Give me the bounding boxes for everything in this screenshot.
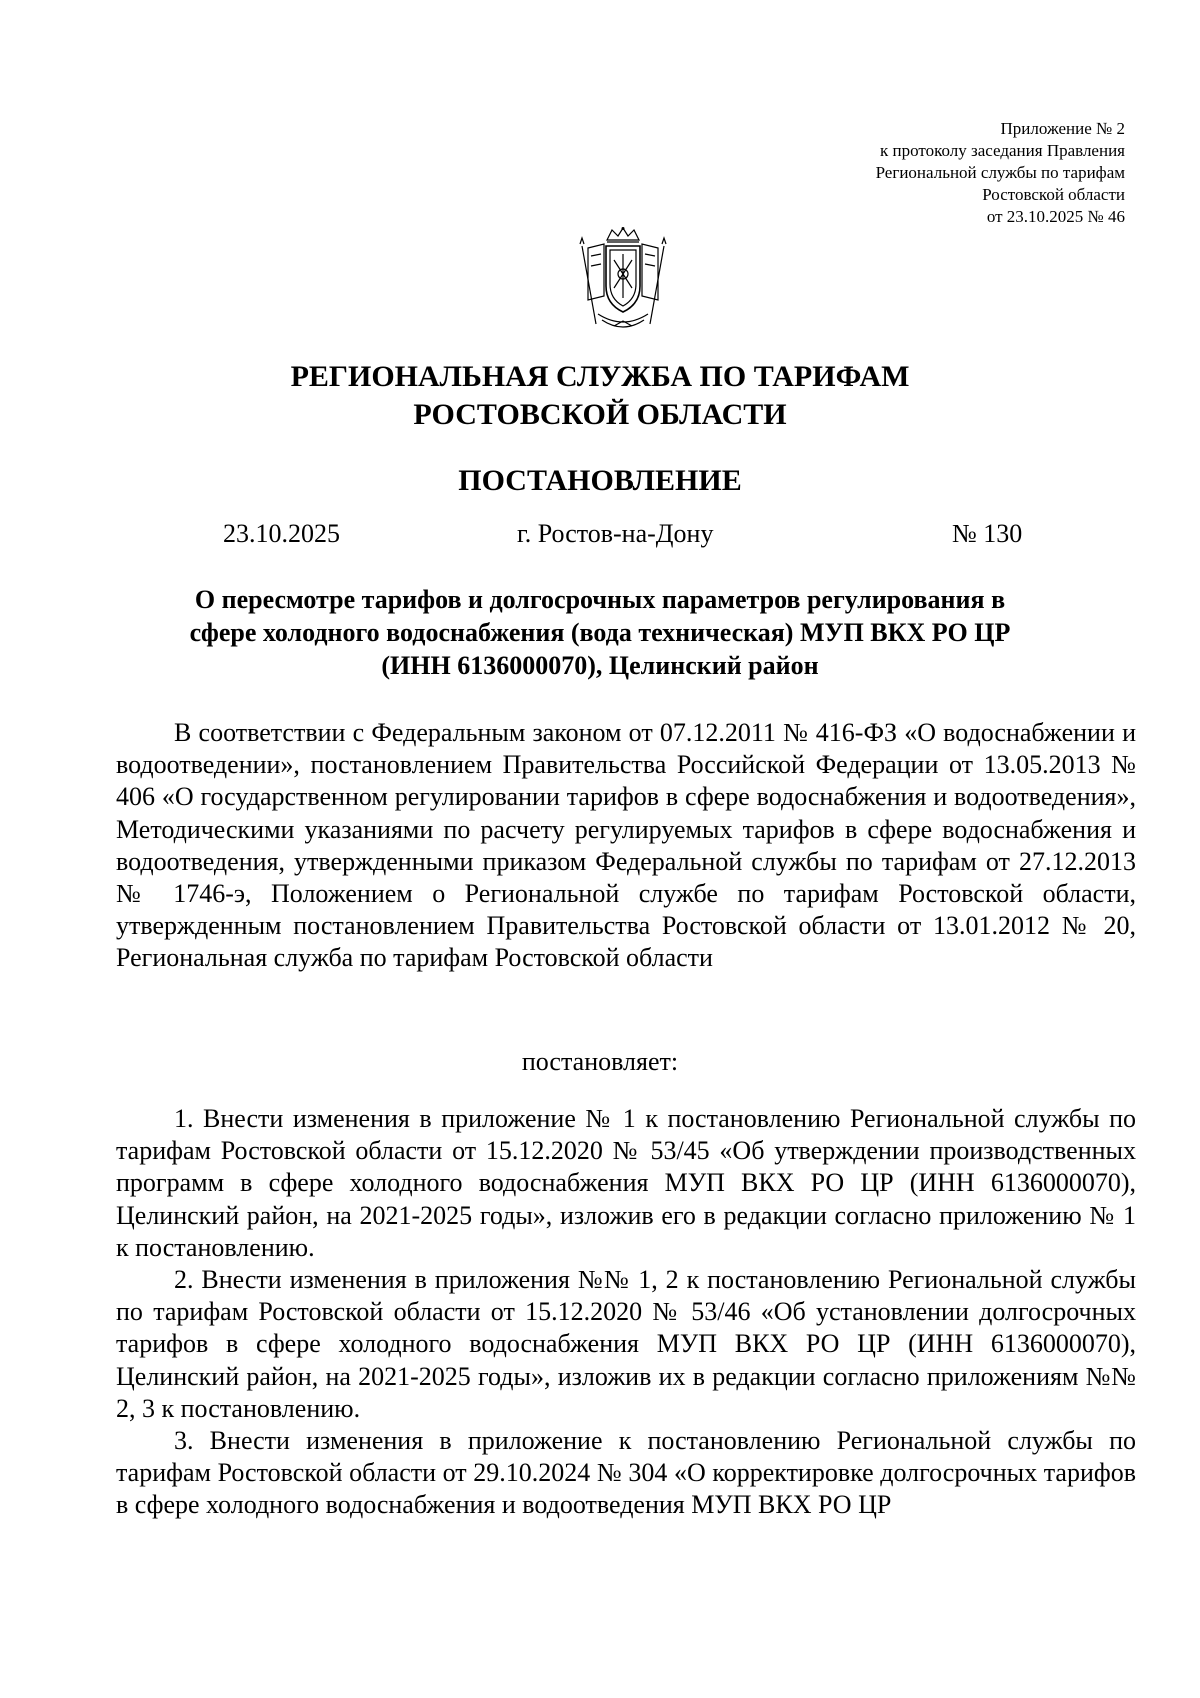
agency-title-line: РЕГИОНАЛЬНАЯ СЛУЖБА ПО ТАРИФАМ — [290, 360, 910, 393]
coat-of-arms-icon — [574, 226, 672, 336]
attachment-note — [876, 118, 1125, 228]
resolution-item: 1. Внести изменения в приложение № 1 к постановлению Региональной службы по тарифам Ростовской области от 15.12.2020 № 53/45 «Об утверждении производственных программ в сфере холодного водоснабжения МУП ВКХ РО ЦР (ИНН 6136000070), Целинский район, на 2021-2025 годы», изложив его в редакции согласно приложению № 1 к постановлению. — [116, 1104, 1136, 1262]
agency-title-line: РОСТОВСКОЙ ОБЛАСТИ — [413, 398, 787, 431]
resolution-items — [116, 1103, 1136, 1522]
attachment-line: Ростовской области — [982, 185, 1125, 204]
document-type: ПОСТАНОВЛЕНИЕ — [458, 464, 742, 497]
agency-title — [0, 358, 1200, 434]
resolves-heading: постановляет: — [521, 1047, 679, 1076]
document-city: г. Ростов-на-Дону — [517, 519, 714, 548]
document-date: 23.10.2025 — [223, 519, 340, 548]
preamble-paragraph: В соответствии с Федеральным законом от 07.12.2011 № 416-ФЗ «О водоснабжении и водоотведении», постановлением Правительства Российской Федерации от 13.05.2013 № 406 «О государственном регулировании тарифов в сфере водоснабжения и водоотведения», Методическими указаниями по расчету регулируемых тарифов в сфере водоснабжения и водоотведения, утвержденными приказом Федеральной службы по тарифам от 27.12.2013 № 1746-э, Положением о Региональной службе по тарифам Ростовской области, утвержденным постановлением Правительства Ростовской области от 13.01.2012 № 20, Региональная служба по тарифам Ростовской области — [116, 718, 1136, 973]
attachment-line: Приложение № 2 — [1000, 119, 1125, 138]
resolution-item: 2. Внести изменения в приложения №№ 1, 2 к постановлению Региональной службы по тарифам Ростовской области от 15.12.2020 № 53/46 «Об установлении долгосрочных тарифов в сфере холодного водоснабжения МУП ВКХ РО ЦР (ИНН 6136000070), Целинский район, на 2021-2025 годы», изложив их в редакции согласно приложениям №№ 2, 3 к постановлению. — [116, 1265, 1136, 1423]
attachment-line: к протоколу заседания Правления — [880, 141, 1125, 160]
document-number: № 130 — [952, 519, 1023, 548]
attachment-line: от 23.10.2025 № 46 — [986, 207, 1125, 226]
document-subject: О пересмотре тарифов и долгосрочных параметров регулирования в сфере холодного водоснабжения (вода техническая) МУП ВКХ РО ЦР (ИНН 6136000070), Целинский район — [189, 585, 1011, 680]
resolution-item: 3. Внести изменения в приложение к постановлению Региональной службы по тарифам Ростовской области от 29.10.2024 № 304 «О корректировке долгосрочных тарифов в сфере холодного водоснабжения и водоотведения МУП ВКХ РО ЦР — [116, 1426, 1136, 1520]
attachment-line: Региональной службы по тарифам — [875, 163, 1125, 182]
